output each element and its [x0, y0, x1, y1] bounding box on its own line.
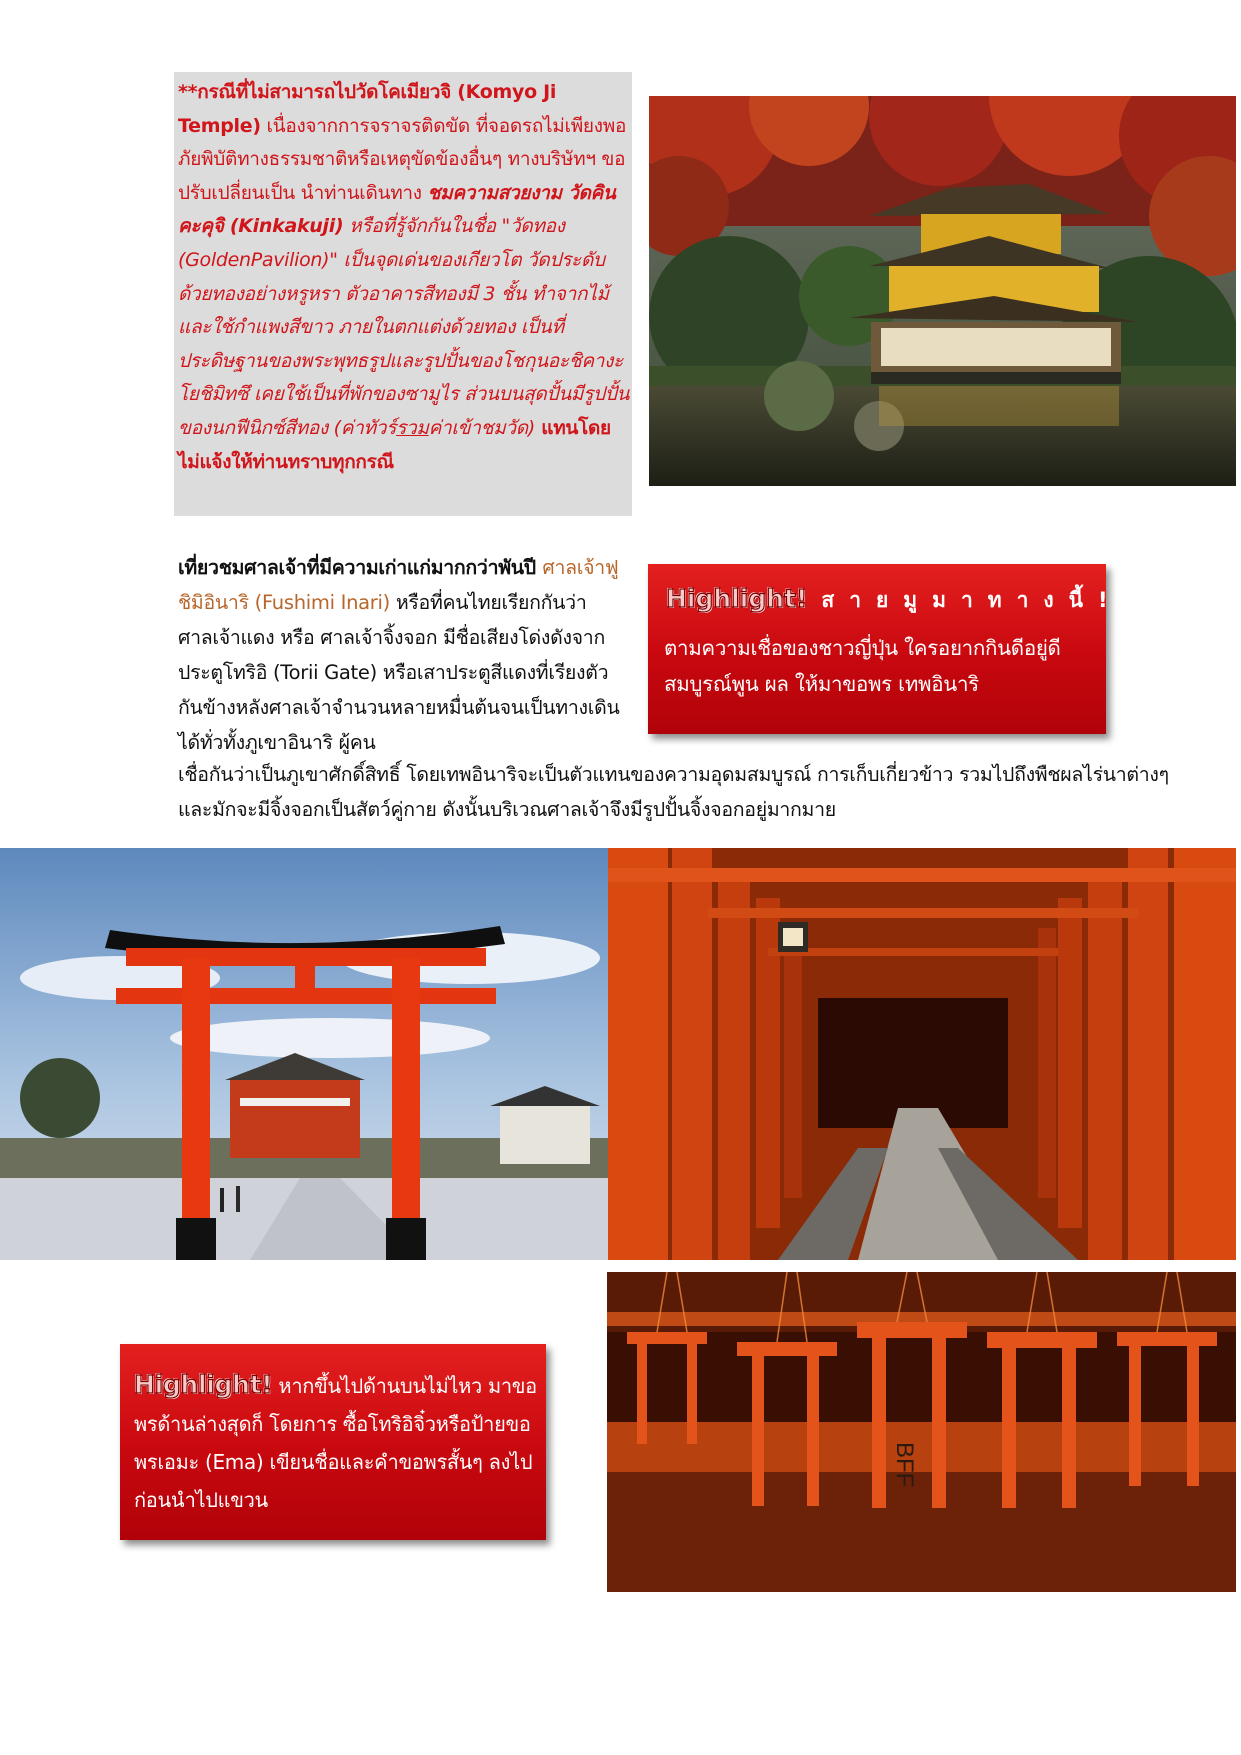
highlight-1-header	[666, 584, 1123, 617]
highlight-1-badge: Highlight!	[666, 584, 808, 613]
note-kinkakuji: ชมความสวยงาม วัดคินคะคุจิ (Kinkakuji)	[178, 181, 616, 238]
note-reason: เนื่องจากการจราจรติดขัด ที่จอดรถไม่เพียงพอ ภัยพิบัติทางธรรมชาติหรือเหตุขัดข้องอื่นๆ ทางบริษัทฯ ขอปรับเปลี่ยนเป็น นำท่านเดินทาง	[178, 114, 627, 204]
highlight-box-1	[648, 564, 1123, 734]
kinkakuji-photo	[649, 96, 1236, 486]
highlight-1-body: ตามความเชื่อของชาวญี่ปุ่น ใครอยากกินดีอยู่ดี สมบูรณ์พูน ผล ให้มาขอพร เทพอินาริ	[664, 636, 1061, 696]
highlight-2-body: หากขึ้นไปด้านบนไม่ไหว มาขอพรด้านล่างสุดก็ โดยการ ซื้อโทริอิจิ๋วหรือป้ายขอพรเอมะ (Ema) เขียนชื่อและคำขอพรสั้นๆ ลงไปก่อนนำไปแขวน	[134, 1374, 537, 1512]
highlight-box-2	[120, 1344, 546, 1540]
note-description: หรือที่รู้จักกันในชื่อ "วัดทอง (GoldenPavilion)" เป็นจุดเด่นของเกียวโต วัดประดับด้วยทองอย่างหรูหรา ตัวอาคารสีทองมี 3 ชั้น ทำจากไม้และใช้กำแพงสีขาว ภายในตกแต่งด้วยทอง เป็นที่ประดิษฐานของพระพุทธรูปและรูปปั้นของโชกุนอะชิคางะ โยชิมิทซึ เคยใช้เป็นที่พักของซามูไร ส่วนบนสุดปั้นมีรูปปั้นของนกฟีนิกซ์สีทอง (ค่าทัวร์	[178, 215, 630, 439]
note-text	[178, 76, 630, 479]
note-included: รวม	[396, 416, 429, 439]
fushimi-torii-photo	[0, 848, 608, 1260]
fushimi-lead: เที่ยวชมศาลเจ้าที่มีความเก่าแก่มากกว่าพันปี	[178, 556, 543, 579]
highlight-1-title: สายมูมาทางนี้!	[821, 588, 1123, 612]
fushimi-rest: หรือที่คนไทยเรียกกันว่า ศาลเจ้าแดง หรือ ศาลเจ้าจิ้งจอก มีชื่อเสียงโด่งดังจากประตูโทริอิ (Torii Gate) หรือเสาประตูสีแดงที่เรียงตัวกันข้างหลังศาลเจ้าจำนวนหลายหมื่นต้นจนเป็นทางเดินได้ทั่วทั้งภูเขาอินาริ ผู้คน	[178, 591, 620, 754]
ema-photo	[607, 1272, 1236, 1592]
fushimi-paragraph-cont: เชื่อกันว่าเป็นภูเขาศักดิ์สิทธิ์ โดยเทพอินาริจะเป็นตัวแทนของความอุดมสมบูรณ์ การเก็บเกี่ยวข้าว รวมไปถึงพืชผลไร่นาต่างๆ และมักจะมีจิ้งจอกเป็นสัตว์คู่กาย ดังนั้นบริเวณศาลเจ้าจึงมีรูปปั้นจิ้งจอกอยู่มากมาย	[178, 763, 1169, 821]
highlight-2-badge: Highlight!	[134, 1370, 273, 1399]
ema-writing: BFF	[891, 1442, 918, 1488]
fushimi-name: ศาลเจ้าฟูชิมิอินาริ (Fushimi Inari)	[178, 556, 619, 614]
torii-tunnel-photo	[608, 848, 1236, 1260]
highlight-2-text	[134, 1366, 538, 1519]
note-fee: ค่าเข้าชมวัด)	[428, 416, 535, 439]
note-tail: แทนโดยไม่แจ้งให้ท่านทราบทุกกรณี	[178, 416, 611, 473]
note-lead: **กรณีที่ไม่สามารถไปวัดโคเมียวจิ (Komyo Ji Temple)	[178, 81, 557, 137]
fushimi-paragraph	[178, 550, 624, 760]
